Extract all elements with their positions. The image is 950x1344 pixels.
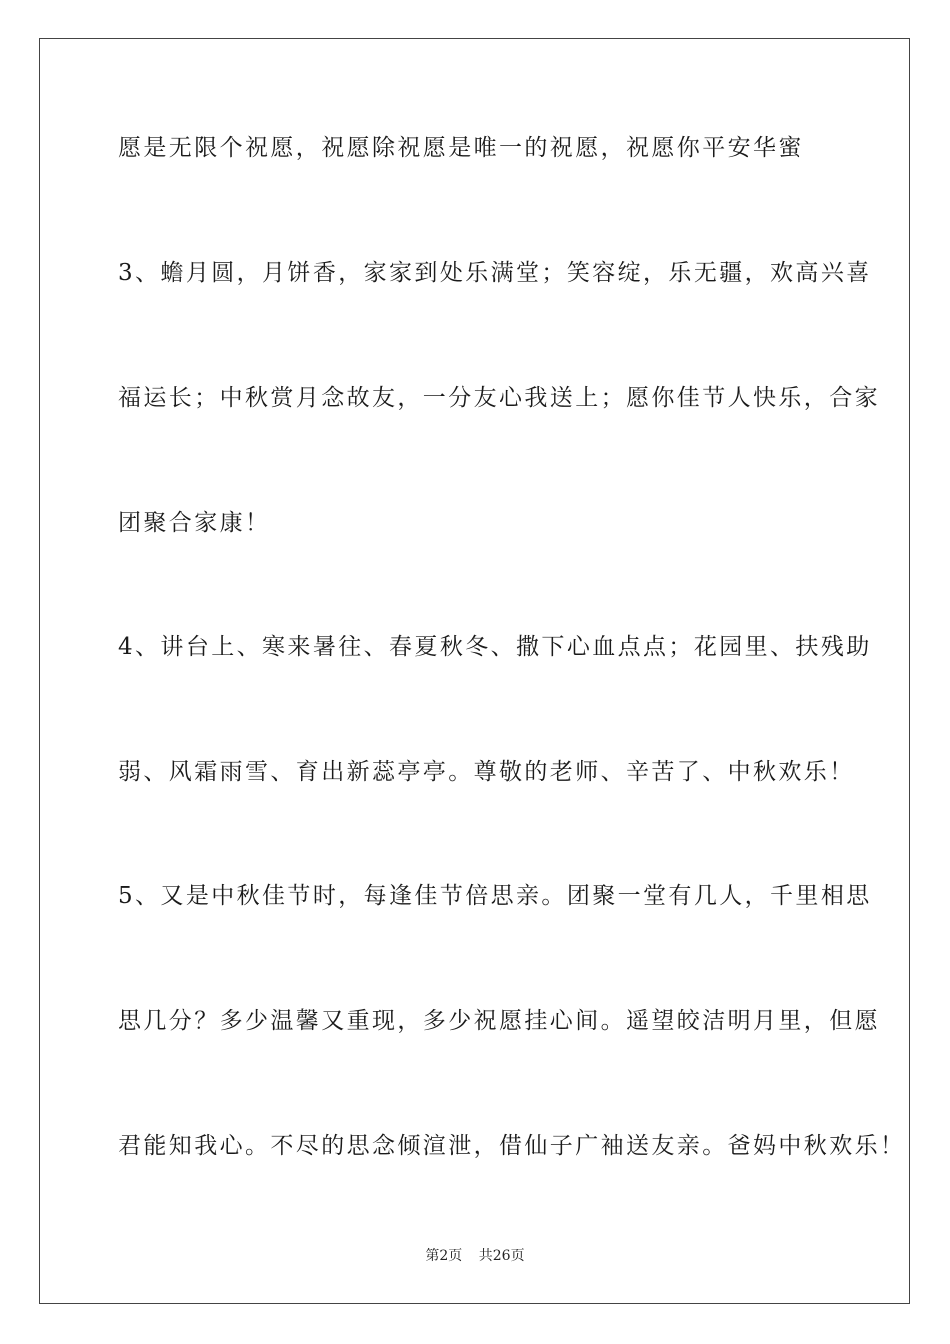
text-line-8: 思几分？多少温馨又重现，多少祝愿挂心间。遥望皎洁明月里，但愿 [118,1008,880,1034]
text-line-7: 5、又是中秋佳节时，每逢佳节倍思亲。团聚一堂有几人，千里相思 [118,883,872,909]
text-line-5: 4、讲台上、寒来暑往、春夏秋冬、撒下心血点点；花园里、扶残助 [118,634,872,660]
page-total: 共26页 [478,1248,525,1264]
text-line-3: 福运长；中秋赏月念故友，一分友心我送上；愿你佳节人快乐，合家 [118,385,880,411]
page-border [39,38,910,1304]
text-line-2: 3、蟾月圆，月饼香，家家到处乐满堂；笑容绽，乐无疆，欢高兴喜 [118,260,872,286]
page-footer [0,1247,950,1265]
text-line-4: 团聚合家康！ [118,510,271,536]
text-line-1: 愿是无限个祝愿，祝愿除祝愿是唯一的祝愿，祝愿你平安华蜜 [118,135,804,161]
text-line-9: 君能知我心。不尽的思念倾渲泄，借仙子广袖送友亲。爸妈中秋欢乐！ [118,1133,906,1159]
page-number: 第2页 [425,1248,463,1264]
text-line-6: 弱、风霜雨雪、育出新蕊亭亭。尊敬的老师、辛苦了、中秋欢乐！ [118,759,855,785]
